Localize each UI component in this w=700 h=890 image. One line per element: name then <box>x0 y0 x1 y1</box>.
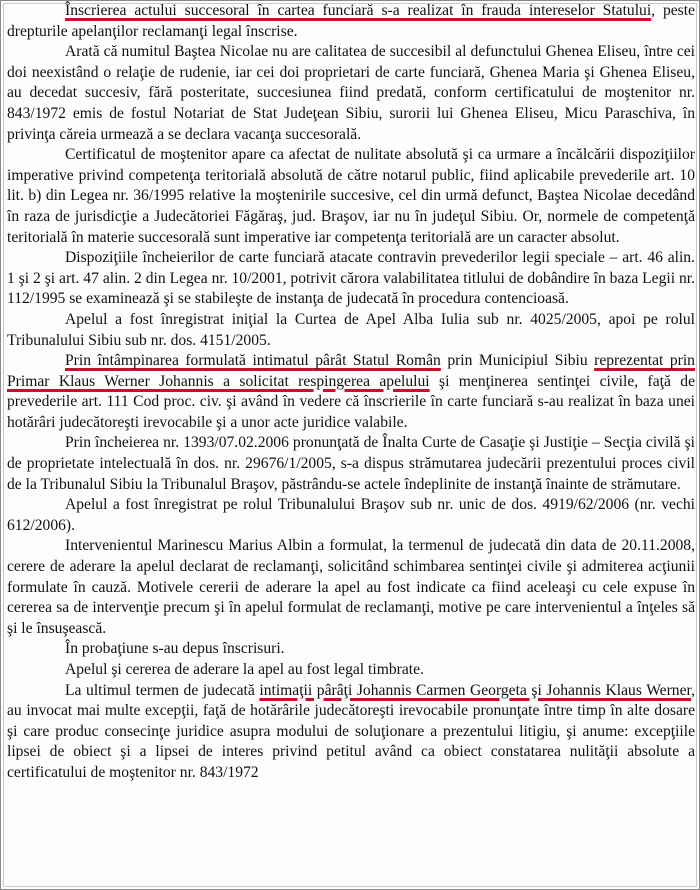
paragraph-text: Arată că numitul Baştea Nicolae nu are calitatea de succesibil al defunctului Ghenea Eliseu, între cei doi neexistând o relaţie de rudenie, iar cei doi proprietari de carte funciară, Ghenea Maria şi Ghenea Eliseu, au decedat succesiv, fără posteritate, succesiunea fiind predată, conform certificatului de moştenitor nr. 843/1972 emis de fostul Notariat de Stat Judeţean Sibiu, surorii lui Ghenea Eliseu, Micu Paraschiva, în privinţa căreia urmează a se declara vacanţa succesorală. <box>7 43 695 143</box>
paragraph-text: La ultimul termen de judecată <box>65 681 260 699</box>
paragraph-case-transfer <box>7 433 695 495</box>
paragraph-appeal-registration <box>7 310 695 351</box>
paragraph-land-registry <box>7 248 695 310</box>
paragraph-text: Apelul şi cererea de aderare la apel au fost legal timbrate. <box>65 661 424 678</box>
highlighted-text: Prin întâmpinarea formulată intimatul pârât Statul Român <box>65 352 441 370</box>
paragraph-stamp-duty <box>7 660 695 681</box>
paragraph-statement-of-defense <box>7 351 695 433</box>
paragraph-text: În probaţiune s-au depus înscrisuri. <box>65 640 285 658</box>
paragraph-succession-fraud <box>7 1 695 42</box>
paragraph-text: şi menţinerea sentinţei civile, faţă de prevederile art. 111 Cod proc. civ. şi având în vedere că înscrierile în carte funciară s-au realizat în baza unei hotărâri judecătoreşti irevocabile şi a unor acte juridice valabile. <box>7 372 695 431</box>
highlighted-text: intimaţii pârâţi Johannis Carmen Georgeta şi Johannis Klaus Werner <box>259 681 692 699</box>
document-body <box>7 1 695 784</box>
paragraph-text: Apelul a fost înregistrat pe rolul Tribunalului Braşov sub nr. unic de dos. 4919/62/2006 (nr. vechi 612/2006). <box>7 496 695 534</box>
paragraph-text: prin Municipiul Sibiu <box>440 352 595 370</box>
paragraph-text: , au invocat mai multe excepţii, faţă de hotărârile judecătoreşti irevocabile pronunţate între timp în alte dosare şi care produc consecinţe juridice asupra modului de soluţionare a prezentului litigiu, şi anume: excepţiile lipsei de obiect şi a lipsei de interes privind petitul având ca obiect constatarea nulităţii absolute a certificatului de moştenitor nr. 843/1972 <box>7 681 695 781</box>
highlighted-text: reprezentat prin Primar Klaus Werner Johannis a solicitat respingerea apelului <box>7 352 695 390</box>
paragraph-bastea-nicolae <box>7 42 695 145</box>
paragraph-text: Intervenientul Marinescu Marius Albin a formulat, la termenul de judecată din data de 20.11.2008, cerere de aderare la apelul declarat de reclamanţi, solicitând schimbarea sentinţei civile şi admiterea acţiunii formulate în cauză. Motivele cererii de aderare la apel au fost indicate ca fiind aceleaşi cu cele expuse în cererea sa de intervenţie precum şi în apelul formulat de reclamanţi, motive pe care intervenientul a înţeles să şi le însuşească. <box>7 537 695 637</box>
paragraph-brasov-registration <box>7 495 695 536</box>
paragraph-text: Apelul a fost înregistrat iniţial la Curtea de Apel Alba Iulia sub nr. 4025/2005, apoi pe rolul Tribunalului Sibiu sub nr. dos. 4151/2005. <box>7 310 695 349</box>
paragraph-text: Prin încheierea nr. 1393/07.02.2006 pronunţată de Înalta Curte de Casaţie şi Justiţie – Secţia civilă şi de proprietate intelectuală în dos. nr. 29676/1/2005, s-a dispus strămutarea judecării prezentului proces civil de la Tribunalul Sibiu la Tribunalul Braşov, păstrându-se actele îndeplinite de instanţă înainte de strămutare. <box>7 434 695 493</box>
paragraph-evidence <box>7 639 695 660</box>
paragraph-text: , peste drepturile apelanţilor reclamanţi legal înscrise. <box>7 2 695 40</box>
paragraph-exceptions <box>7 681 695 784</box>
paragraph-certificate-nullity <box>7 145 695 248</box>
paragraph-text: Certificatul de moştenitor apare ca afectat de nulitate absolută şi ca urmare a încălcării dispoziţiilor imperative privind competenţa teritorială absolută de către notarul public, fiind aplicabile prevederile art. 10 lit. b) din Legea nr. 36/1995 relative la moştenirile succesive, cel din urmă defunct, Baştea Nicolae decedând în raza de jurisdicţie a Judecătoriei Făgăraş, jud. Braşov, iar nu în judeţul Sibiu. Or, normele de competenţă teritorială în materie succesorală sunt imperative iar competenţa teritorială are un caracter absolut. <box>7 146 695 246</box>
paragraph-text: Dispoziţiile încheierilor de carte funciară atacate contravin prevederilor legii speciale – art. 46 alin. 1 şi 2 şi art. 47 alin. 2 din Legea nr. 10/2001, potrivit cărora valabilitatea titlului de dobândire în baza Legii nr. 112/1995 se examinează şi se stabileşte de instanţa de judecată în procedura contencioasă. <box>7 249 695 308</box>
highlighted-text: Înscrierea actului succesoral în cartea funciară s-a realizat în frauda intereselor Statului <box>65 2 652 19</box>
paragraph-intervener <box>7 536 695 639</box>
